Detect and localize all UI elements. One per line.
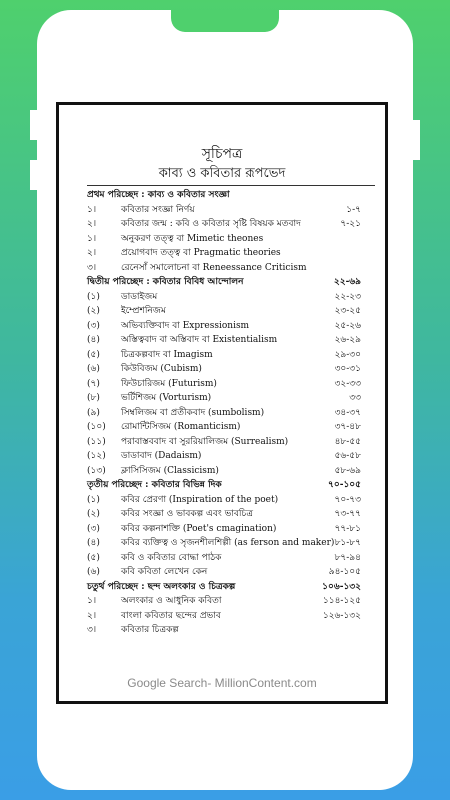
toc-item-row	[59, 203, 385, 218]
toc-item-text: ফিউচারিজম (Futurism)	[121, 378, 217, 389]
toc-item-text: কবিতার চিত্রকল্প	[121, 625, 179, 635]
phone-side-key	[30, 110, 38, 140]
toc-page-range: ৭-২১	[340, 219, 361, 229]
toc-item-text: অনুকরণ তত্ত্ব বা Mimetic theones	[121, 233, 264, 244]
toc-item-number: (৮)	[87, 393, 100, 403]
toc-page-range: ৩২-৩৩	[334, 378, 361, 389]
toc-item-row	[59, 304, 385, 319]
toc-item-row	[59, 217, 385, 232]
toc-chapter-row	[59, 188, 385, 203]
toc-item-text: কবির ব্যক্তিত্ব ও সৃজনশীলশিল্পী (as ferson and maker)	[121, 538, 335, 548]
toc-item-number: (২)	[87, 509, 100, 519]
toc-page-range: ২২-২৩	[334, 291, 361, 302]
toc-item-number: (২)	[87, 306, 100, 316]
toc-item-number: (৪)	[87, 335, 100, 345]
toc-page-range: ৩৪-৩৭	[334, 407, 361, 418]
toc-page-range: ২৬-২৯	[334, 335, 361, 345]
toc-page-range: ৫৬-৫৮	[334, 451, 361, 461]
toc-page-range: ৫৮-৬৯	[334, 465, 361, 476]
toc-item-text: অভিব্যক্তিবাদ বা Expressionism	[121, 320, 250, 331]
toc-item-number: (৬)	[87, 364, 100, 374]
toc-page-range: ১২৬-১৩২	[322, 610, 361, 621]
toc-item-number: (৪)	[87, 538, 100, 548]
toc-item-text: প্রয়োগবাদ তত্ত্ব বা Pragmatic theories	[121, 248, 281, 258]
toc-page-range: ২৫-২৬	[334, 320, 361, 331]
toc-page-range: ৭০-১০৫	[328, 480, 361, 490]
toc-item-text: রোমান্টিসিজম (Romanticism)	[121, 422, 241, 432]
toc-item-text: ডাডাইজম	[121, 291, 158, 302]
toc-subtitle: কাব্য ও কবিতার রূপভেদ	[158, 166, 286, 181]
toc-item-text: কবির কল্পনাশক্তি (Poet's cmagination)	[121, 523, 277, 534]
toc-page-range: ৮১-৮৭	[334, 538, 361, 548]
toc-item-number: (১০)	[87, 422, 106, 432]
toc-item-row	[59, 551, 385, 566]
toc-chapter-row	[59, 478, 385, 493]
toc-item-text: রেনেসাঁ সমালোচনা বা Reneessance Criticism	[121, 262, 307, 273]
toc-page-range: ৯৪-১০৫	[328, 567, 361, 577]
toc-item-row	[59, 319, 385, 334]
toc-item-row	[59, 522, 385, 537]
toc-item-row	[59, 333, 385, 348]
toc-item-row	[59, 377, 385, 392]
toc-item-text: কিউবিজম (Cubism)	[121, 364, 202, 374]
toc-page-range: ২৩-২৫	[334, 306, 361, 316]
toc-item-row	[59, 261, 385, 276]
toc-item-number: (৭)	[87, 378, 100, 389]
phone-side-key	[412, 120, 420, 160]
toc-item-text: সিম্বলিজম বা প্রতীকবাদ (sumbolism)	[121, 407, 265, 418]
toc-item-row	[59, 391, 385, 406]
toc-item-text: অস্তিত্ববাদ বা অস্তিবাদ বা Existentialism	[121, 335, 278, 345]
toc-page-range: ২২-৬৯	[333, 277, 361, 287]
toc-item-number: (৫)	[87, 349, 100, 360]
toc-item-text: চতুর্থ পরিচ্ছেদ : ছন্দ অলংকার ও চিত্রকল্প	[87, 581, 236, 592]
toc-item-text: কবিতার জন্ম : কবি ও কবিতার সৃষ্টি বিষয়ক মতবাদ	[121, 219, 301, 229]
toc-item-number: ২।	[87, 219, 97, 229]
toc-page-range: ২৯-৩০	[334, 349, 361, 360]
toc-page-range: ৭০-৭৩	[334, 494, 361, 505]
toc-item-text: দ্বিতীয় পরিচ্ছেদ : কবিতার বিবিধ আন্দোলন	[87, 277, 244, 287]
toc-item-number: ৩।	[87, 262, 97, 273]
toc-item-text: প্রথম পরিচ্ছেদ : কাব্য ও কবিতার সংজ্ঞা	[87, 190, 230, 200]
toc-item-number: (১২)	[87, 451, 106, 461]
toc-title: সূচিপত্র	[201, 146, 243, 162]
toc-item-text: ডাডাবাদ (Dadaism)	[121, 451, 202, 461]
toc-item-number: ১।	[87, 596, 97, 606]
phone-notch	[171, 10, 279, 32]
toc-item-number: (১)	[87, 494, 100, 505]
toc-item-row	[59, 623, 385, 638]
toc-item-number: (৯)	[87, 407, 100, 418]
header-divider	[87, 185, 375, 186]
toc-item-row	[59, 290, 385, 305]
toc-item-number: ৩।	[87, 625, 97, 635]
toc-item-text: ক্লাসিসিজম (Classicism)	[121, 465, 219, 476]
toc-page-range: ১১৪-১২৫	[322, 596, 361, 606]
toc-item-text: তৃতীয় পরিচ্ছেদ : কবিতার বিভিন্ন দিক	[87, 480, 222, 490]
toc-item-row	[59, 507, 385, 522]
toc-item-number: ২।	[87, 610, 97, 621]
toc-page-range: ৮৭-৯৪	[334, 552, 361, 563]
toc-header	[59, 145, 385, 182]
toc-page-range: ১-৭	[346, 204, 361, 215]
toc-page-range: ১০৬-১৩২	[322, 581, 361, 592]
toc-item-number: ১।	[87, 204, 97, 215]
toc-item-text: কবি ও কবিতার বোদ্ধা পাঠক	[121, 552, 222, 563]
toc-item-text: অলংকার ও আধুনিক কবিতা	[121, 596, 222, 606]
toc-item-row	[59, 362, 385, 377]
toc-item-number: (৩)	[87, 523, 100, 534]
toc-page-range: ৭৭-৮১	[334, 523, 361, 534]
toc-chapter-row	[59, 580, 385, 595]
toc-item-row	[59, 594, 385, 609]
toc-page-range: ৭৩-৭৭	[334, 509, 361, 519]
toc-item-text: ইম্প্রেশনিজম	[121, 306, 166, 316]
toc-item-row	[59, 449, 385, 464]
toc-item-text: কবিতার সংজ্ঞা নির্ণয়	[121, 204, 195, 215]
toc-item-row	[59, 493, 385, 508]
toc-item-text: পরাবাস্তববাদ বা সুররিয়ালিজম (Surrealism)	[121, 436, 289, 447]
toc-item-row	[59, 464, 385, 479]
toc-list	[59, 188, 385, 638]
toc-item-text: বাংলা কবিতার ছন্দের প্রভাব	[121, 610, 221, 621]
toc-item-text: চিত্রকল্পবাদ বা Imagism	[121, 349, 213, 360]
book-page-image[interactable]	[56, 102, 388, 704]
toc-item-number: (৩)	[87, 320, 100, 331]
toc-item-number: (৫)	[87, 552, 100, 563]
toc-chapter-row	[59, 275, 385, 290]
toc-page-range: ৩০-৩১	[334, 364, 361, 374]
toc-page-range: ৩৭-৪৮	[334, 422, 361, 432]
phone-side-key	[30, 160, 38, 190]
toc-item-text: কবির প্রেরণা (Inspiration of the poet)	[121, 494, 279, 505]
toc-item-row	[59, 565, 385, 580]
toc-item-number: (১৩)	[87, 465, 106, 476]
toc-item-row	[59, 536, 385, 551]
toc-item-number: (৬)	[87, 567, 100, 577]
toc-item-row	[59, 435, 385, 450]
toc-page-range: ৪৮-৫৫	[334, 436, 361, 447]
toc-item-text: কবি কবিতা লেখেন কেন	[121, 567, 208, 577]
toc-item-number: (১১)	[87, 436, 106, 447]
toc-item-row	[59, 609, 385, 624]
toc-page-range: ৩৩	[349, 393, 361, 403]
toc-item-text: ভর্টিশিজম (Vorturism)	[121, 393, 212, 403]
toc-item-number: ২।	[87, 248, 97, 258]
toc-item-text: কবির সংজ্ঞা ও ভাবকল্প এবং ভাবচিত্র	[121, 509, 253, 519]
toc-item-row	[59, 246, 385, 261]
toc-item-row	[59, 406, 385, 421]
toc-item-row	[59, 232, 385, 247]
footer-watermark: Google Search- MillionContent.com	[127, 676, 317, 690]
toc-item-row	[59, 420, 385, 435]
toc-item-number: ১।	[87, 233, 97, 244]
toc-item-row	[59, 348, 385, 363]
toc-item-number: (১)	[87, 291, 100, 302]
